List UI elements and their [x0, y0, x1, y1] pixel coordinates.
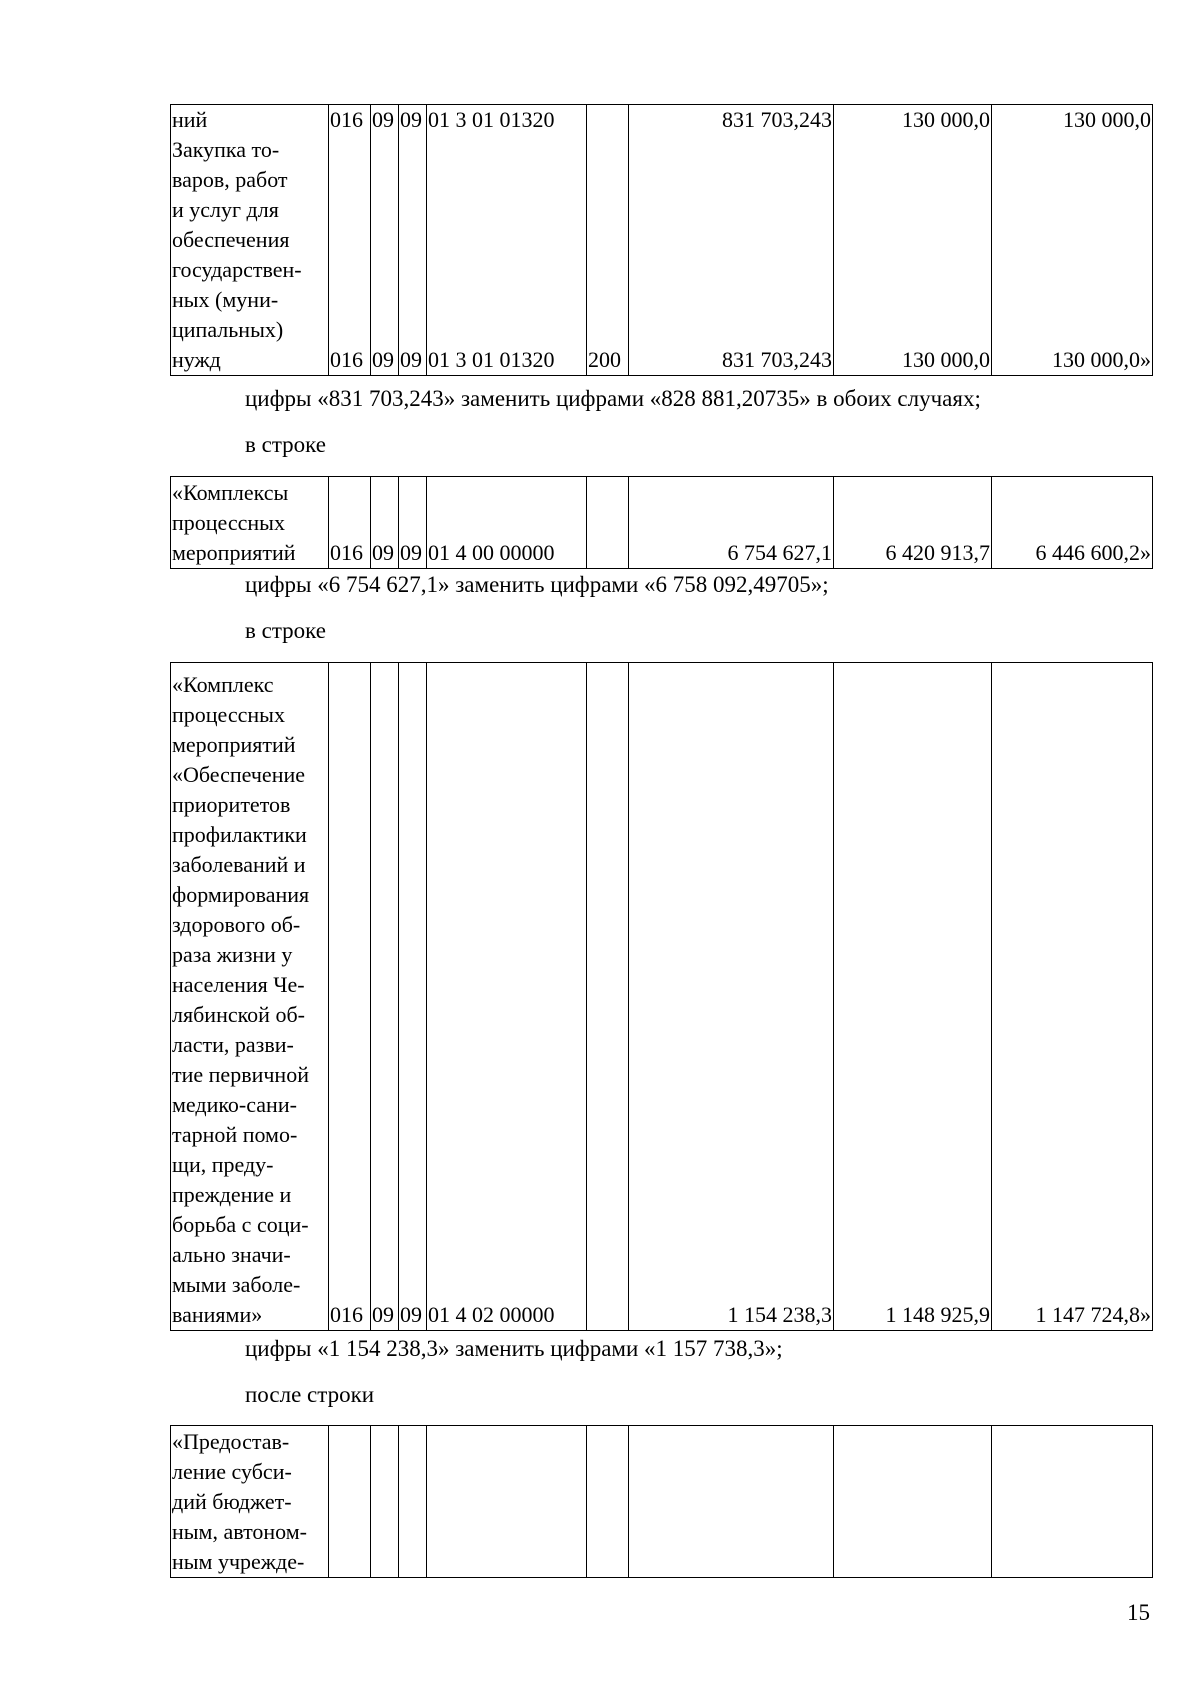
row-name-line: тие первичной [172, 1062, 309, 1087]
instruction-text: в строке [245, 432, 326, 457]
row-name-line: варов, работ [172, 167, 288, 192]
amount-year1: 6 754 627,1 [629, 477, 834, 569]
amount-year1: 1 154 238,3 [629, 663, 834, 1331]
row-name-line: преждение и [172, 1182, 292, 1207]
amount-year1: 831 703,243 [722, 347, 832, 372]
subsection-code: 09 [399, 663, 427, 1331]
row-name-line: ление субси- [172, 1459, 292, 1484]
row-name-line: борьба с соци- [172, 1212, 309, 1237]
row-name-line: здорового об- [172, 912, 301, 937]
expense-type: 200 [588, 347, 621, 372]
row-name-line: Закупка то- [172, 137, 280, 162]
row-name-line: заболеваний и [172, 852, 306, 877]
amount-year3-cell [992, 1426, 1153, 1578]
section-code: 09 [371, 663, 399, 1331]
ministry-code: 016 [329, 477, 371, 569]
amount-year2: 1 148 925,9 [834, 663, 992, 1331]
row-name-line: обеспечения [172, 227, 290, 252]
ministry-code-cell [329, 105, 371, 376]
expense-type [588, 105, 628, 135]
row-name-line: процессных [172, 510, 285, 535]
row-name-line: приоритетов [172, 792, 291, 817]
amount-year1-cell [629, 1426, 834, 1578]
row-name-line: тарной помо- [172, 1122, 298, 1147]
section-code: 09 [372, 107, 394, 132]
amount-year2: 130 000,0 [902, 107, 990, 132]
row-name-line: «Комплекс [172, 672, 274, 697]
instruction-text: в строке [245, 618, 326, 643]
amount-year1-cell [629, 105, 834, 376]
row-name-line: «Обеспечение [172, 762, 305, 787]
row-name-line: нужд [172, 347, 221, 372]
row-name-line: ваниями» [172, 1302, 263, 1327]
row-name-line: ных (муни- [172, 287, 279, 312]
expense-type-cell [587, 1426, 629, 1578]
row-name-line: ным, автоном- [172, 1519, 308, 1544]
target-code: 01 3 01 01320 [428, 347, 555, 372]
row-name-line: и услуг для [172, 197, 279, 222]
row-name-line: дий бюджет- [172, 1489, 292, 1514]
amendment-text: цифры «6 754 627,1» заменить цифрами «6 758 092,49705»; [245, 572, 829, 597]
row-name-line: ний [172, 107, 208, 132]
row-name-cell [171, 477, 329, 569]
row-name-line: лябинской об- [172, 1002, 305, 1027]
target-code: 01 3 01 01320 [428, 107, 555, 132]
subsection-code: 09 [399, 477, 427, 569]
row-name-line: щи, преду- [172, 1152, 274, 1177]
section-code: 09 [371, 477, 399, 569]
ministry-code: 016 [329, 663, 371, 1331]
amount-year1: 831 703,243 [722, 107, 832, 132]
budget-table-row-complex-prevention [170, 662, 1153, 1331]
amount-year2: 6 420 913,7 [834, 477, 992, 569]
amount-year3-cell [992, 105, 1153, 376]
row-name-line: процессных [172, 702, 285, 727]
amendment-text: цифры «831 703,243» заменить цифрами «828 881,20735» в обоих случаях; [245, 386, 981, 411]
row-name-line: ципальных) [172, 317, 284, 342]
target-code-cell [427, 105, 587, 376]
section-code: 09 [372, 347, 394, 372]
section-code-cell [371, 105, 399, 376]
ministry-code-cell [329, 1426, 371, 1578]
row-name-line: ным учрежде- [172, 1549, 305, 1574]
amount-year3: 6 446 600,2» [992, 477, 1153, 569]
budget-table-row-complexes [170, 476, 1153, 569]
target-code: 01 4 02 00000 [427, 663, 587, 1331]
row-name-line: ально значи- [172, 1242, 291, 1267]
expense-type [587, 477, 629, 569]
row-name-line: ласти, разви- [172, 1032, 294, 1057]
amount-year3: 130 000,0» [1052, 347, 1151, 372]
row-name-line: медико-сани- [172, 1092, 297, 1117]
amount-year2: 130 000,0 [902, 347, 990, 372]
row-name-line: «Предостав- [172, 1429, 290, 1454]
row-name-line: мероприятий [172, 540, 296, 565]
row-name-line: «Комплексы [172, 480, 289, 505]
expense-type [587, 663, 629, 1331]
ministry-code: 016 [330, 347, 363, 372]
ministry-code: 016 [330, 107, 363, 132]
amount-year3: 130 000,0 [1063, 107, 1151, 132]
section-code-cell [371, 1426, 399, 1578]
subsection-code-cell [399, 1426, 427, 1578]
row-name-line: мероприятий [172, 732, 296, 757]
target-code: 01 4 00 00000 [427, 477, 587, 569]
row-name-line: населения Че- [172, 972, 305, 997]
budget-table-row-subsidies [170, 1425, 1153, 1578]
page-number: 15 [1127, 1600, 1150, 1625]
amendment-text: цифры «1 154 238,3» заменить цифрами «1 157 738,3»; [245, 1336, 783, 1361]
amount-year2-cell [834, 1426, 992, 1578]
row-name-line: государствен- [172, 257, 302, 282]
amount-year2-cell [834, 105, 992, 376]
row-name-cell [171, 1426, 329, 1578]
budget-table-row-purchase [170, 104, 1153, 376]
row-name-cell [171, 105, 329, 376]
expense-type-cell [587, 105, 629, 376]
target-code-cell [427, 1426, 587, 1578]
subsection-code: 09 [400, 347, 422, 372]
row-name-line: профилактики [172, 822, 307, 847]
subsection-code: 09 [400, 107, 422, 132]
row-name-line: формирования [172, 882, 310, 907]
amount-year3: 1 147 724,8» [992, 663, 1153, 1331]
instruction-text: после строки [245, 1382, 375, 1407]
row-name-line: раза жизни у [172, 942, 293, 967]
row-name-cell [171, 663, 329, 1331]
row-name-line: мыми заболе- [172, 1272, 301, 1297]
subsection-code-cell [399, 105, 427, 376]
